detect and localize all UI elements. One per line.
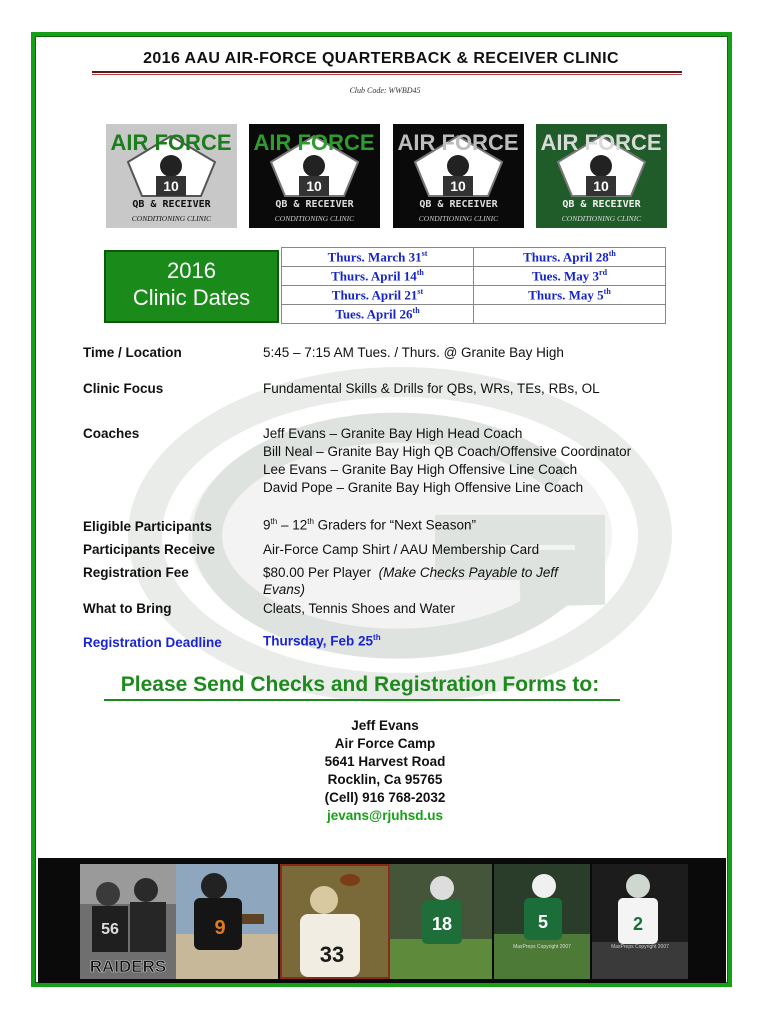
coach-item: Lee Evans – Granite Bay High Offensive Line Coach [263,462,578,477]
logo-green [536,124,667,228]
logo-title: AIR FORCE [253,130,375,155]
logo-subtitle: QB & RECEIVER [562,199,641,210]
photo-watermark: MaxPreps Copyright 2007 [611,944,669,950]
clinic-dates-year: 2016 [167,258,216,283]
logo-title: AIR FORCE [540,130,662,155]
coaches-label: Coaches [83,426,140,441]
jersey-number: 2 [632,914,644,934]
address-street: 5641 Harvest Road [324,754,446,769]
address-city: Rocklin, Ca 95765 [327,772,443,787]
logo-gray [106,124,237,228]
logo-tagline: CONDITIONING CLINIC [561,214,642,223]
photo-runner [494,864,590,979]
football-player-icon [536,124,667,228]
table-row [282,248,666,267]
title-rule-thin [92,74,682,75]
photo-receiver-catch [280,864,390,979]
photo-player-black [176,864,278,979]
logo-tagline: CONDITIONING CLINIC [274,214,355,223]
date-cell: Thurs. May 5th [474,286,666,305]
clinic-dates-label: Clinic Dates [132,285,251,310]
clinic-focus-label: Clinic Focus [83,381,164,396]
football-player-icon [390,864,492,979]
jersey-number: 5 [537,912,549,932]
eligible-value: 9th – 12th Graders for “Next Season” [263,517,476,533]
address-phone: (Cell) 916 768-2032 [324,790,446,805]
photo-watermark: MaxPreps Copyright 2007 [513,944,571,950]
bring-value: Cleats, Tennis Shoes and Water [263,601,456,616]
receive-label: Participants Receive [83,542,216,557]
table-row [282,267,666,286]
clinic-focus-value: Fundamental Skills & Drills for QBs, WRs, TEs, RBs, OL [263,381,600,396]
football-player-icon [282,866,388,977]
raiders-text: RAIDERS [89,957,167,976]
football-player-icon [249,124,380,228]
page-title: 2016 AAU AIR-FORCE QUARTERBACK & RECEIVER CLINIC [143,50,619,67]
football-player-icon [494,864,590,979]
photo-green-player [390,864,492,979]
photo-raiders [80,864,176,979]
title-rule [92,71,682,73]
jersey-number: 56 [101,921,119,938]
date-cell: Thurs. April 28th [474,248,666,267]
time-location-label: Time / Location [83,345,182,360]
club-code: Club Code: WWBD45 [349,86,421,95]
date-cell: Thurs. April 21st [282,286,474,305]
fee-label: Registration Fee [83,565,189,580]
jersey-number: 33 [319,942,345,967]
jersey-number: 18 [431,914,453,934]
football-player-icon [393,124,524,228]
clinic-dates-heading [104,250,279,323]
logo-tagline: CONDITIONING CLINIC [418,214,499,223]
logo-subtitle: QB & RECEIVER [419,199,498,210]
logo-number: 10 [450,178,466,194]
date-cell: Thurs. March 31st [282,248,474,267]
table-row [282,286,666,305]
logo-subtitle: QB & RECEIVER [132,199,211,210]
football-player-icon [176,864,278,979]
logo-row [0,124,770,228]
bring-label: What to Bring [83,601,172,616]
coach-item: Jeff Evans – Granite Bay High Head Coach [263,426,523,441]
football-player-icon [592,864,688,979]
jersey-number: 9 [214,917,226,939]
deadline-label: Registration Deadline [83,635,222,650]
table-row [282,305,666,324]
logo-number: 10 [593,178,609,194]
email-link[interactable]: jevans@rjuhsd.us [327,808,443,823]
receive-value: Air-Force Camp Shirt / AAU Membership Card [263,542,540,557]
coach-item: Bill Neal – Granite Bay High QB Coach/Offensive Coordinator [263,444,632,459]
logo-black-gray [393,124,524,228]
deadline-value: Thursday, Feb 25th [263,633,381,649]
g-logo-watermark-icon [120,360,680,710]
send-underline [104,699,620,701]
date-cell [474,305,666,324]
football-player-icon [106,124,237,228]
eligible-label: Eligible Participants [83,519,213,534]
address-name: Jeff Evans [351,718,419,733]
logo-tagline: CONDITIONING CLINIC [131,214,212,223]
date-cell: Thurs. April 14th [282,267,474,286]
logo-title: AIR FORCE [397,130,519,155]
logo-title: AIR FORCE [110,130,232,155]
fee-value: $80.00 Per Player (Make Checks Payable to Jeff [263,565,558,580]
time-location-value: 5:45 – 7:15 AM Tues. / Thurs. @ Granite Bay High [263,345,564,360]
date-cell: Tues. May 3rd [474,267,666,286]
football-player-icon [80,864,176,979]
send-heading: Please Send Checks and Registration Forms to: [120,673,600,696]
fee-note: Evans) [263,582,306,597]
address-org: Air Force Camp [334,736,436,751]
logo-subtitle: QB & RECEIVER [275,199,354,210]
date-cell: Tues. April 26th [282,305,474,324]
clinic-dates-table [281,247,666,324]
logo-number: 10 [163,178,179,194]
photo-runner-white [592,864,688,979]
coach-item: David Pope – Granite Bay High Offensive Line Coach [263,480,584,495]
logo-number: 10 [306,178,322,194]
logo-black-green [249,124,380,228]
